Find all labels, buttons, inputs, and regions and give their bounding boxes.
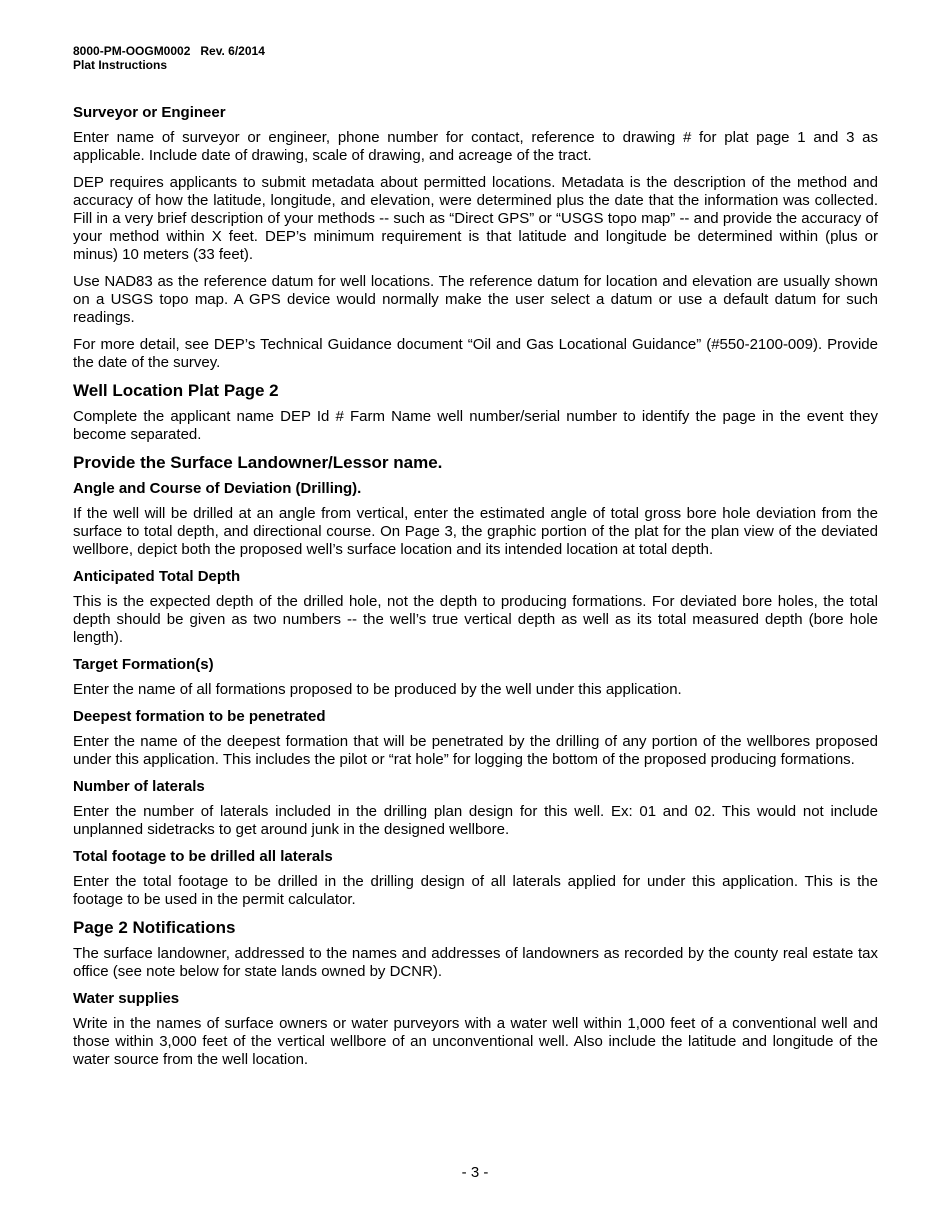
angle-heading: Angle and Course of Deviation (Drilling). (73, 480, 362, 497)
plat-page-2-paragraph: Complete the applicant name DEP Id # Farm Name well number/serial number to identify the page in the event they become separated. (73, 408, 878, 443)
surveyor-heading: Surveyor or Engineer (73, 104, 226, 121)
notifications-heading: Page 2 Notifications (73, 918, 236, 937)
target-formation-paragraph: Enter the name of all formations proposed to be produced by the well under this application. (73, 681, 682, 698)
surveyor-paragraph-2: DEP requires applicants to submit metadata about permitted locations. Metadata is the description of the method and accuracy of how the latitude, longitude, and elevation, were determined plus the date that the information was collected. Fill in a very brief description of your methods -- such as “Direct GPS” or “USGS topo map” -- and provide the accuracy of your method within X feet. DEP’s minimum requirement is that latitude and longitude be determined within (plus or minus) 10 meters (33 feet). (73, 174, 878, 263)
surveyor-paragraph-1: Enter name of surveyor or engineer, phone number for contact, reference to drawing # for plat page 1 and 3 as applicable. Include date of drawing, scale of drawing, and acreage of the tract. (73, 129, 878, 164)
document-header (73, 44, 265, 72)
deepest-formation-heading: Deepest formation to be penetrated (73, 708, 326, 725)
page-number: - 3 - (461, 1164, 489, 1181)
total-depth-paragraph: This is the expected depth of the drilled hole, not the depth to producing formations. For deviated bore holes, the total depth should be given as two numbers -- the well’s true vertical depth as well as its total measured depth (bore hole length). (73, 593, 878, 646)
water-supplies-paragraph: Write in the names of surface owners or water purveyors with a water well within 1,000 feet of a conventional well and those within 3,000 feet of the vertical wellbore of an unconventional well. Also include the latitude and longitude of the water source from the well location. (73, 1015, 878, 1068)
surveyor-paragraph-3: Use NAD83 as the reference datum for well locations. The reference datum for location and elevation are usually shown on a USGS topo map. A GPS device would normally make the user select a datum or use a default datum for such readings. (73, 273, 878, 326)
notifications-paragraph: The surface landowner, addressed to the names and addresses of landowners as recorded by the county real estate tax office (see note below for state lands owned by DCNR). (73, 945, 878, 980)
footage-paragraph: Enter the total footage to be drilled in the drilling design of all laterals applied for under this application. This is the footage to be used in the permit calculator. (73, 873, 878, 908)
document-title: Plat Instructions (73, 58, 168, 72)
plat-page-2-heading: Well Location Plat Page 2 (73, 381, 279, 400)
document-id: 8000-PM-OOGM0002 Rev. 6/2014 (73, 44, 265, 58)
angle-paragraph: If the well will be drilled at an angle from vertical, enter the estimated angle of total gross bore hole deviation from the surface to total depth, and directional course. On Page 3, the graphic portion of the plat for the plan view of the deviated wellbore, depict both the proposed well’s surface location and its intended location at total depth. (73, 505, 878, 558)
document-body (73, 104, 878, 1078)
landowner-heading: Provide the Surface Landowner/Lessor name. (73, 453, 443, 472)
footage-heading: Total footage to be drilled all laterals (73, 848, 333, 865)
target-formation-heading: Target Formation(s) (73, 656, 214, 673)
surveyor-paragraph-4: For more detail, see DEP’s Technical Guidance document “Oil and Gas Locational Guidance” (#550-2100-009). Provide the date of the survey. (73, 336, 878, 371)
total-depth-heading: Anticipated Total Depth (73, 568, 241, 585)
water-supplies-heading: Water supplies (73, 990, 180, 1007)
laterals-paragraph: Enter the number of laterals included in the drilling plan design for this well. Ex: 01 and 02. This would not include unplanned sidetracks to get around junk in the designed wellbore. (73, 803, 878, 838)
laterals-heading: Number of laterals (73, 778, 205, 795)
deepest-formation-paragraph: Enter the name of the deepest formation that will be penetrated by the drilling of any portion of the wellbores proposed under this application. This includes the pilot or “rat hole” for logging the bottom of the proposed producing formations. (73, 733, 878, 768)
